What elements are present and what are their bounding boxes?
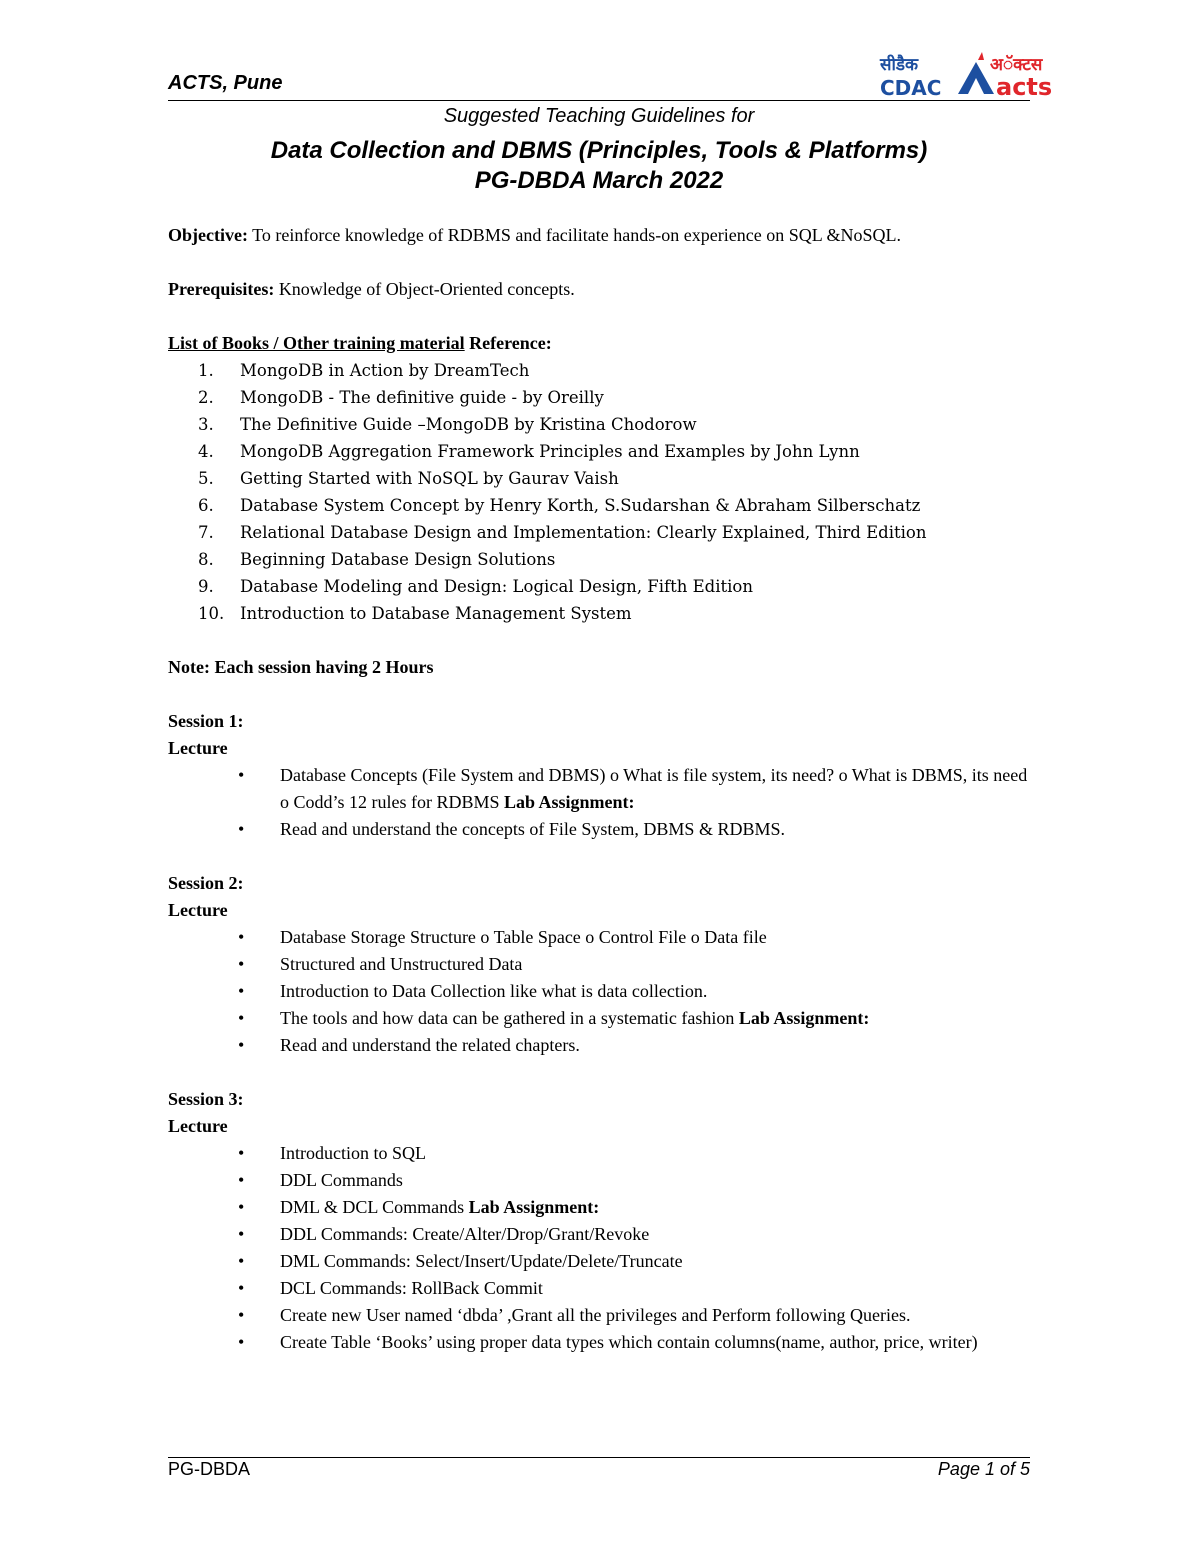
topic-text: The tools and how data can be gathered in a systematic fashion <box>280 1008 739 1028</box>
lecture-label: Lecture <box>168 900 228 920</box>
batch-title: PG-DBDA March 2022 <box>474 167 724 194</box>
lab-assignment-label: Lab Assignment: <box>738 1008 870 1028</box>
topic-list <box>168 1140 1030 1356</box>
lecture-label: Lecture <box>168 738 228 758</box>
topic-text: DML & DCL Commands <box>280 1197 469 1217</box>
book-item <box>168 465 1030 492</box>
document-body <box>168 222 1030 1356</box>
book-number: 6. <box>198 496 214 515</box>
book-number: 7. <box>198 523 214 542</box>
bullet-icon: • <box>238 954 245 974</box>
doc-subtitle: Suggested Teaching Guidelines for <box>443 105 755 127</box>
session-title: Session 3: <box>168 1089 244 1109</box>
book-item <box>168 573 1030 600</box>
bullet-icon: • <box>238 1170 245 1190</box>
topic-item <box>168 978 1030 1005</box>
books-heading <box>168 330 1030 357</box>
session-title: Session 1: <box>168 711 244 731</box>
topic-item <box>168 1329 1030 1356</box>
topic-text: Read and understand the concepts of File System, DBMS & RDBMS. <box>280 819 785 839</box>
book-title: Relational Database Design and Implementation: Clearly Explained, Third Edition <box>240 523 927 542</box>
bullet-icon: • <box>238 1143 245 1163</box>
books-heading-suffix: Reference: <box>464 333 552 353</box>
topic-text: DML Commands: Select/Insert/Update/Delete/Truncate <box>280 1251 683 1271</box>
header-org-name: ACTS, Pune <box>168 72 283 94</box>
books-heading-text: List of Books / Other training material <box>168 333 465 353</box>
bullet-icon: • <box>238 819 245 839</box>
book-item <box>168 519 1030 546</box>
bullet-icon: • <box>238 1008 245 1028</box>
topic-item <box>168 1167 1030 1194</box>
bullet-icon: • <box>238 1332 245 1352</box>
book-list <box>168 357 1030 627</box>
book-number: 5. <box>198 469 214 488</box>
book-number: 9. <box>198 577 214 596</box>
topic-item <box>168 1275 1030 1302</box>
session-title: Session 2: <box>168 873 244 893</box>
topic-text: DDL Commands: Create/Alter/Drop/Grant/Revoke <box>280 1224 650 1244</box>
topic-text: Structured and Unstructured Data <box>280 954 523 974</box>
cdac-acts-logo <box>878 50 1060 100</box>
topic-item <box>168 1005 1030 1032</box>
topic-text: Introduction to Data Collection like what is data collection. <box>280 981 708 1001</box>
book-title: MongoDB - The definitive guide - by Oreilly <box>240 388 604 407</box>
bullet-icon: • <box>238 1035 245 1055</box>
bullet-icon: • <box>238 765 245 785</box>
bullet-icon: • <box>238 1224 245 1244</box>
topic-item <box>168 924 1030 951</box>
topic-text: Create new User named ‘dbda’ ,Grant all the privileges and Perform following Queries. <box>280 1305 911 1325</box>
topic-text: Read and understand the related chapters. <box>280 1035 580 1055</box>
topic-text: Database Storage Structure o Table Space o Control File o Data file <box>280 927 767 947</box>
topic-item <box>168 1221 1030 1248</box>
book-number: 4. <box>198 442 214 461</box>
topic-item <box>168 1302 1030 1329</box>
book-number: 2. <box>198 388 214 407</box>
header-divider <box>168 100 1030 101</box>
topic-item <box>168 816 1030 843</box>
prerequisites <box>168 276 1030 303</box>
book-number: 3. <box>198 415 214 434</box>
session-note: Note: Each session having 2 Hours <box>168 657 434 677</box>
bullet-icon: • <box>238 1305 245 1325</box>
topic-item <box>168 1140 1030 1167</box>
book-item <box>168 357 1030 384</box>
book-title: Getting Started with NoSQL by Gaurav Vaish <box>240 469 619 488</box>
bullet-icon: • <box>238 981 245 1001</box>
objective <box>168 222 1030 249</box>
bullet-icon: • <box>238 1251 245 1271</box>
topic-text: Introduction to SQL <box>280 1143 426 1163</box>
footer-divider <box>168 1457 1030 1458</box>
topic-item <box>168 951 1030 978</box>
topic-item <box>168 1032 1030 1059</box>
session-3 <box>168 1086 1030 1356</box>
bullet-icon: • <box>238 1278 245 1298</box>
course-title: Data Collection and DBMS (Principles, Tools & Platforms) <box>270 137 928 164</box>
book-title: MongoDB in Action by DreamTech <box>240 361 530 380</box>
bullet-icon: • <box>238 1197 245 1217</box>
topic-text: Create Table ‘Books’ using proper data types which contain columns(name, author, price, writer) <box>280 1332 978 1352</box>
book-item <box>168 546 1030 573</box>
book-title: Database Modeling and Design: Logical Design, Fifth Edition <box>240 577 753 596</box>
lab-assignment-label: Lab Assignment: <box>468 1197 600 1217</box>
lecture-label: Lecture <box>168 1116 228 1136</box>
session-2 <box>168 870 1030 1086</box>
book-title: Database System Concept by Henry Korth, S.Sudarshan & Abraham Silberschatz <box>240 496 921 515</box>
footer-course: PG-DBDA <box>168 1459 251 1479</box>
book-item <box>168 438 1030 465</box>
book-title: The Definitive Guide –MongoDB by Kristina Chodorow <box>240 415 697 434</box>
topic-item <box>168 1194 1030 1221</box>
book-number: 10. <box>198 604 225 623</box>
prerequisites-label: Prerequisites: <box>168 279 275 299</box>
topic-text: DCL Commands: RollBack Commit <box>280 1278 543 1298</box>
logo-acts: acts <box>996 73 1053 100</box>
objective-label: Objective: <box>168 225 248 245</box>
book-title: Introduction to Database Management System <box>240 604 632 623</box>
book-item <box>168 600 1030 627</box>
topic-item <box>168 762 1030 816</box>
book-item <box>168 492 1030 519</box>
topic-text: Database Concepts (File System and DBMS) o What is file system, its need? o What is DBMS, its need o Codd’s 12 rules for RDBMS <box>280 765 1028 812</box>
lab-assignment-label: Lab Assignment: <box>504 792 635 812</box>
bullet-icon: • <box>238 927 245 947</box>
title-block <box>168 104 1030 196</box>
logo-cdac-hindi: सीडैक <box>880 55 919 75</box>
book-title: MongoDB Aggregation Framework Principles and Examples by John Lynn <box>240 442 860 461</box>
page-number: Page 1 of 5 <box>937 1459 1030 1479</box>
logo-cdac: CDAC <box>880 76 942 100</box>
book-item <box>168 384 1030 411</box>
topic-item <box>168 1248 1030 1275</box>
book-number: 8. <box>198 550 214 569</box>
topic-list <box>168 924 1030 1059</box>
objective-text: To reinforce knowledge of RDBMS and facilitate hands-on experience on SQL &NoSQL. <box>247 225 902 245</box>
topic-text: DDL Commands <box>280 1170 403 1190</box>
book-item <box>168 411 1030 438</box>
book-number: 1. <box>198 361 214 380</box>
prerequisites-text: Knowledge of Object-Oriented concepts. <box>274 279 575 299</box>
topic-list <box>168 762 1030 843</box>
sessions <box>168 708 1030 1356</box>
session-1 <box>168 708 1030 870</box>
logo-acts-hindi: अॅक्टस <box>990 55 1043 75</box>
book-title: Beginning Database Design Solutions <box>240 550 556 569</box>
